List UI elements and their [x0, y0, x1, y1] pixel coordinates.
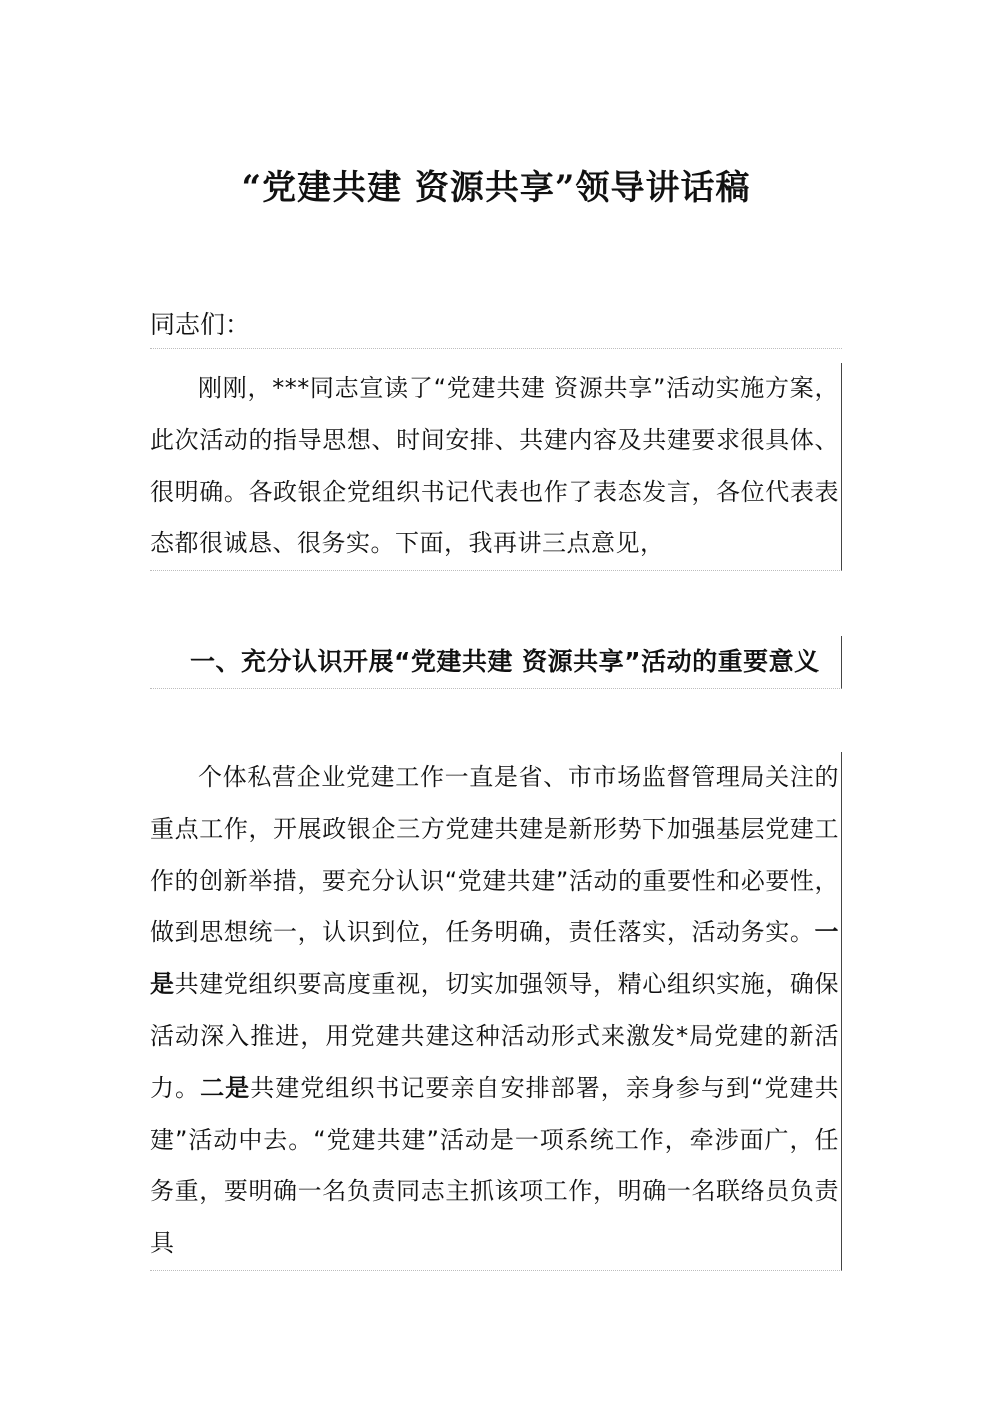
paragraph-opening: 刚刚，***同志宣读了“党建共建 资源共享”活动实施方案，此次活动的指导思想、时间安排、共建内容及共建要求很具体、很明确。各政银企党组织书记代表也作了表态发言，各位代表表态都很诚恳、很务实。下面，我再讲三点意见，	[150, 363, 842, 571]
point-2-text: 共建党组织书记要亲自安排部署，亲身参与到“党建共建”活动中去。“党建共建”活动是一项系统工作，牵涉面广，任务重，要明确一名负责同志主抓该项工作，明确一名联络员负责具	[150, 1073, 840, 1258]
point-1-text: 共建党组织要高度重视，切实加强领导，精心组织实施，确保活动深入推进，用党建共建这种活动形式来激发*局党建的新活力。	[150, 970, 840, 1102]
paragraph-section-1	[150, 752, 842, 1271]
point-2-label: 二是	[200, 1073, 251, 1102]
paragraph-intro-text: 个体私营企业党建工作一直是省、市市场监督管理局关注的重点工作，开展政银企三方党建共建是新形势下加强基层党建工作的创新举措，要充分认识“党建共建”活动的重要性和必要性，做到思想统一，认识到位，任务明确，责任落实，活动务实。	[150, 763, 839, 947]
point-1-label: 一是	[150, 918, 839, 999]
section-heading-1: 一、充分认识开展“党建共建 资源共享”活动的重要意义	[150, 636, 842, 689]
salutation: 同志们：	[150, 308, 842, 349]
document-title: “党建共建 资源共享”领导讲话稿	[241, 168, 751, 208]
